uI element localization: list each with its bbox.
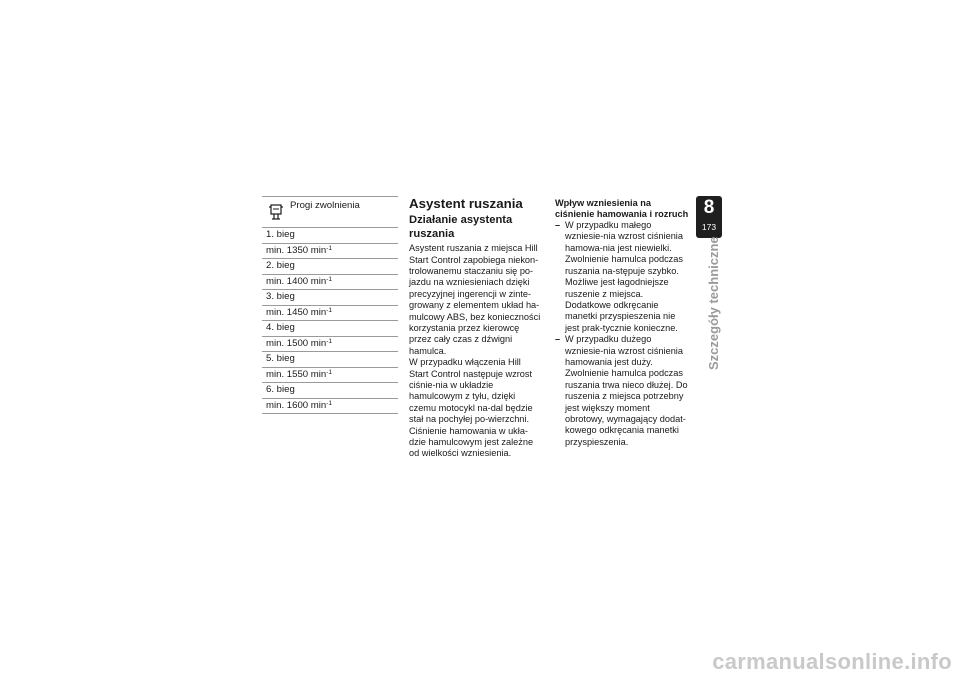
threshold-table-rows: [262, 227, 398, 414]
table-cell: 3. bieg: [266, 291, 295, 302]
table-cell: 1. bieg: [266, 229, 295, 240]
section-subtitle: Działanie asystenta ruszania: [409, 214, 513, 240]
table-cell: min. 1600 min: [266, 399, 327, 411]
chapter-number: 8: [703, 197, 715, 218]
table-row: [262, 336, 398, 352]
section-paragraph: Asystent ruszania z miejsca Hill Start Control zapobiega niekon-trolowanemu staczaniu się po-jazdu na wzniesieniach dzięki precyzyjnej ingerencji w zinte-growany z elementem układ ha-mulcowy ABS, bez konieczności korzystania przez kierowcę przez cały czas z dźwigni hamulca.: [409, 243, 541, 356]
list-item: – W przypadku małego wzniesie-nia wzrost ciśnienia hamowa-nia jest niewielki. Zwolnienie hamulca podczas ruszania na-stępuje szybko. Możliwe jest łagodniejsze ruszenie z miejsca. Dodatkowe odkręcanie manetki przyspieszenia nie jest prak-tycznie konieczne.: [555, 220, 690, 334]
threshold-table-header: [262, 196, 398, 227]
table-row: [262, 367, 398, 383]
influence-title: Wpływ wzniesienia na ciśnienie hamowania i rozruch: [555, 198, 689, 220]
list-item: – W przypadku dużego wzniesie-nia wzrost ciśnienia hamowania jest duży. Zwolnienie hamulca podczas ruszania trwa nieco dłużej. Do ruszenia z miejsca potrzebny jest większy moment obrotowy, wymagający dodat-kowego odkręcania manetki przyspieszenia.: [555, 334, 690, 448]
table-cell: 4. bieg: [266, 322, 295, 333]
section-paragraph: W przypadku włączenia Hill Start Control następuje wzrost ciśnie-nia w układzie hamulcowym z tyłu, dzięki czemu motocykl na-dal będzie stał na pochyłej po-wierzchni.: [409, 357, 533, 425]
threshold-table-title: Progi zwolnienia: [290, 200, 360, 211]
chapter-badge: [696, 196, 722, 238]
slope-influence-section: [555, 198, 690, 448]
engine-icon: [268, 203, 284, 221]
unit-exponent: -1: [326, 306, 333, 314]
unit-exponent: -1: [326, 275, 333, 283]
section-title: Asystent ruszania: [409, 196, 523, 211]
table-row: [262, 227, 398, 243]
section-paragraph: Ciśnienie hamowania w ukła-dzie hamulcowym jest zależne od wielkości wzniesienia.: [409, 425, 534, 459]
table-cell: 2. bieg: [266, 260, 295, 271]
hill-start-section: [409, 196, 541, 460]
table-cell: 5. bieg: [266, 353, 295, 364]
table-row: [262, 305, 398, 321]
unit-exponent: -1: [326, 399, 333, 407]
table-cell: min. 1450 min: [266, 306, 327, 318]
influence-list: [555, 220, 690, 448]
unit-exponent: -1: [326, 337, 333, 345]
table-row: [262, 351, 398, 367]
threshold-table: [262, 196, 398, 414]
chapter-title-text: Szczegóły techniczne: [706, 236, 721, 370]
table-cell: min. 1550 min: [266, 368, 327, 380]
table-row: [262, 398, 398, 415]
unit-exponent: -1: [326, 368, 333, 376]
table-row: [262, 320, 398, 336]
table-row: [262, 243, 398, 259]
watermark: carmanualsonline.info: [712, 649, 952, 674]
table-cell: min. 1350 min: [266, 244, 327, 256]
unit-exponent: -1: [326, 244, 333, 252]
table-row: [262, 274, 398, 290]
table-cell: min. 1400 min: [266, 275, 327, 287]
table-row: [262, 382, 398, 398]
page-number: 173: [701, 222, 717, 232]
table-row: [262, 258, 398, 274]
table-cell: 6. bieg: [266, 384, 295, 395]
table-cell: min. 1500 min: [266, 337, 327, 349]
table-row: [262, 289, 398, 305]
